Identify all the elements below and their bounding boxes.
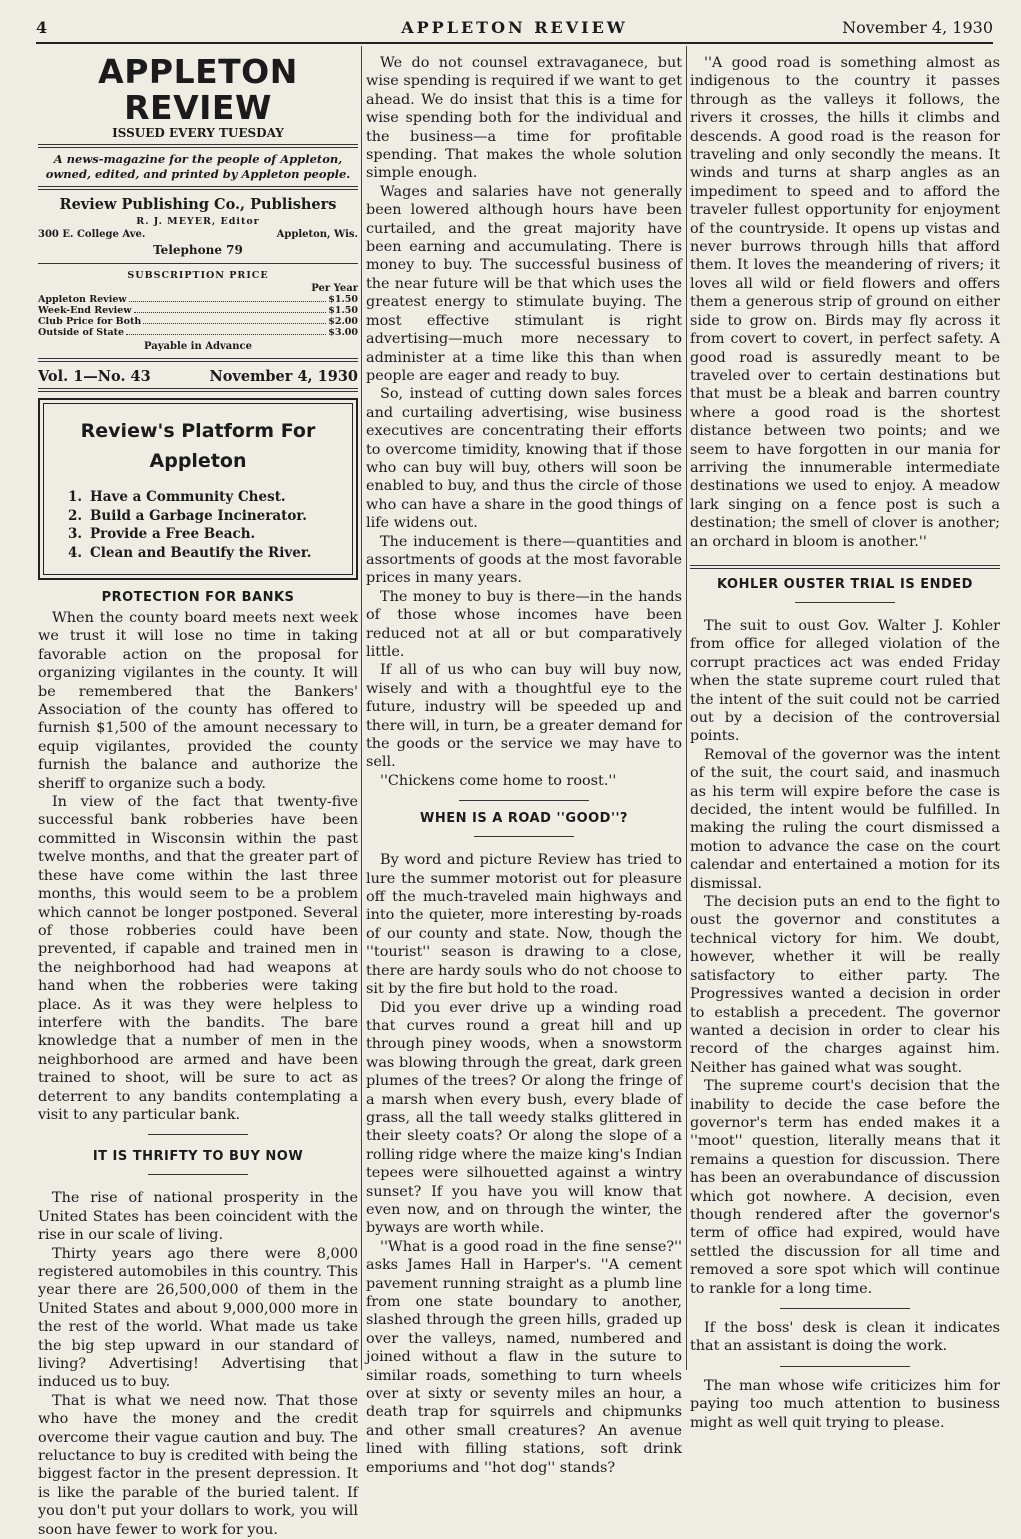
article-heading: IT IS THRIFTY TO BUY NOW bbox=[92, 1149, 304, 1165]
platform-item: 2. Build a Garbage Incinerator. bbox=[68, 507, 307, 524]
article-paragraph: Did you ever drive up a winding road that curves round a great hill and up through piney woods, when a snowstorm was blowing through the great, dark green plumes of the trees? Or along the fringe of a marsh when every bush, every blade of grass, all the tall weedy stalks glittered in their sleety coats? Or along the slope of a rolling ridge where the maize king's Indian tepees were silhouetted against a wintry sunset? If you have you will know that even now, and on through the winter, the byways are worth while. bbox=[366, 999, 682, 1237]
column-rule bbox=[361, 46, 362, 1370]
article-heading: PROTECTION FOR BANKS bbox=[101, 590, 295, 605]
article-paragraph: If all of us who can buy will buy now, wisely and with a thoughtful eye to the future, industry will be speeded up and there will, in turn, be a greater demand for the goods or the service we may have to sell. bbox=[366, 662, 682, 771]
article-separator bbox=[459, 800, 589, 801]
divider bbox=[38, 388, 358, 392]
issue-date: November 4, 1930 bbox=[209, 368, 358, 385]
city: Appleton, Wis. bbox=[276, 229, 358, 240]
article-paragraph: ''What is a good road in the fine sense?'' asks James Hall in Harper's. ''A cement pavement running straight as a plumb line from one state boundary to another, slashed through the green hills, graded up over the valleys, named, numbered and joined without a flaw in the suture to similar roads, something to turn wheels over at sixty or seventy miles an hour, a death trap for squirrels and chipmunks and other small creatures? An avenue lined with filling stations, soft drink emporiums and ''hot dog'' stands? bbox=[366, 1238, 682, 1476]
article-separator bbox=[148, 1174, 248, 1175]
running-title: APPLETON REVIEW bbox=[401, 18, 628, 37]
article-separator bbox=[795, 602, 895, 603]
article-paragraph: Thirty years ago there were 8,000 registered automobiles in this country. This year there are 26,500,000 of them in the United States and about 9,000,000 more in the rest of the world. What made us take the big step upward in our standard of living? Advertising! Advertising that induced us to buy. bbox=[38, 1245, 358, 1391]
editor: R. J. MEYER, Editor bbox=[136, 216, 260, 227]
filler-paragraph: If the boss' desk is clean it indicates that an assistant is doing the work. bbox=[690, 1320, 1000, 1355]
article-paragraph: ''A good road is something almost as indigenous to the country it passes through as the valleys it follows, the rivers it crosses, the hills it climbs and descends. A good road is the reason for traveling and only secondly the means. It winds and turns at sharp angles as an impediment to speed and to afford the traveler fullest opportunity for enjoyment of the countryside. It opens up vistas and never burrows through hills that afford them. It loves the meandering of rivers; it loves all wild or field flowers and offers them a generous strip of ground on either side to grow on. Birds may fly across it from covert to covert, in perfect safety. A good road is assuredly meant to be traveled over to certain destinations but that must be a bleak and barren country where a good road is the shortest distance between two points; and we seem to have forgotten in our mania for arriving the innumerable intermediate destinations we used to enjoy. A meadow lark singing on a fence post is such a destination; the smell of clover is another; an orchard in bloom is another.'' bbox=[690, 55, 1000, 550]
price-row: Outside of State $3.00 bbox=[38, 327, 358, 338]
article-separator bbox=[780, 1366, 910, 1367]
platform-list bbox=[58, 488, 338, 562]
platform-item: 1. Have a Community Chest. bbox=[68, 489, 286, 505]
masthead-title: APPLETON REVIEW bbox=[98, 52, 298, 127]
divider bbox=[38, 263, 358, 264]
column-rule bbox=[686, 46, 687, 1370]
column-3 bbox=[690, 54, 1000, 1431]
article-paragraph: So, instead of cutting down sales forces and curtailing advertising, wise business executives are concentrating their efforts to overcome timidity, knowing that if those who can buy will buy, others will soon be enabled to buy, and thus the circle of those who can have a share in the good things of life widens out. bbox=[366, 386, 682, 532]
price-row: Week-End Review $1.50 bbox=[38, 305, 358, 316]
article-paragraph: In view of the fact that twenty-five successful bank robberies have been committed in Wisconsin within the past twelve months, and that the greater part of these have come within the last three months, this would seem to be a problem which cannot be longer postponed. Several of those robberies could have been prevented, if capable and trained men in the neighborhood had had weapons at hand when the robberies were taking place. As it was they were helpless to interfere with the bandits. The bare knowledge that a number of men in the neighborhood are armed and have been trained to shoot, will be sure to act as deterrent to any bandits contemplating a visit to any particular bank. bbox=[38, 794, 358, 1123]
masthead-issued: ISSUED EVERY TUESDAY bbox=[112, 126, 284, 140]
article-paragraph: Removal of the governor was the intent of the suit, the court said, and inasmuch as his term will expire before the case is decided, the intent would be fulfilled. In making the ruling the court dismissed a motion to advance the case on the court calendar and entertained a motion for its dismissal. bbox=[690, 746, 1000, 892]
divider bbox=[38, 358, 358, 362]
divider bbox=[690, 565, 1000, 569]
platform-item: 3. Provide a Free Beach. bbox=[68, 526, 256, 542]
article-paragraph: The decision puts an end to the fight to oust the governor and constitutes a technical victory for him. We doubt, however, whether it will be really satisfactory to either party. The Progressives wanted a decision in order to establish a precedent. The governor wanted a decision in order to clear his record of the charges against him. Neither has gained what was sought. bbox=[690, 894, 1000, 1076]
platform-box bbox=[38, 398, 358, 580]
divider bbox=[38, 186, 358, 190]
article-paragraph: The suit to oust Gov. Walter J. Kohler from office for alleged violation of the corrupt practices act was ended Friday when the state supreme court ruled that the intent of the suit could not be carried out by a decision of the controversial points. bbox=[690, 617, 1000, 745]
per-year-label: Per Year bbox=[311, 283, 358, 294]
running-head bbox=[36, 18, 993, 42]
running-date: November 4, 1930 bbox=[842, 18, 993, 37]
article-heading: KOHLER OUSTER TRIAL IS ENDED bbox=[717, 576, 973, 592]
telephone: Telephone 79 bbox=[153, 243, 243, 257]
platform-item: 4. Clean and Beautify the River. bbox=[68, 544, 312, 561]
article-paragraph: We do not counsel extravaganece, but wise spending is required if we want to get ahead. We do insist that this is a time for wise spending both for the individual and the business—a time for profitable spending. That makes the whole solution simple enough. bbox=[366, 55, 682, 182]
divider bbox=[38, 144, 358, 148]
article-separator bbox=[780, 1308, 910, 1309]
filler-paragraph: The man whose wife criticizes him for paying too much attention to business might as well quit trying to please. bbox=[690, 1377, 1000, 1431]
column-2 bbox=[366, 54, 682, 1476]
subscription-heading: SUBSCRIPTION PRICE bbox=[127, 270, 269, 281]
column-1 bbox=[38, 50, 358, 1538]
price-row: Appleton Review $1.50 bbox=[38, 294, 358, 305]
article-paragraph: That is what we need now. That those who have the money and the credit overcome their vague caution and buy. The reluctance to buy is credited with being the biggest factor in the present depression. It is like the parable of the buried talent. If you don't put your dollars to work, you will soon have fewer to work for you. bbox=[38, 1392, 358, 1538]
platform-title: Review's Platform For Appleton bbox=[80, 420, 316, 472]
masthead-motto: A news-magazine for the people of Appleton, owned, edited, and printed by Appleton people. bbox=[45, 152, 351, 181]
volume-row bbox=[38, 368, 358, 385]
price-row: Club Price for Both $2.00 bbox=[38, 316, 358, 327]
article-paragraph: The rise of national prosperity in the United States has been coincident with the rise in our scale of living. bbox=[38, 1190, 358, 1244]
publisher: Review Publishing Co., Publishers bbox=[59, 196, 337, 213]
article-paragraph: Wages and salaries have not generally been lowered although hours have been curtailed, and the great majority have been earning and accumulating. There is money to buy. The successful business of the near future will be that which uses the greatest energy to stimulate buying. The most effective stimulant is right advertising—much more necessary to administer at a time like this than when people are eager and ready to buy. bbox=[366, 183, 682, 384]
address-row bbox=[38, 229, 358, 240]
article-paragraph: The money to buy is there—in the hands of those whose incomes have been reduced not at all or but comparatively little. bbox=[366, 588, 682, 660]
payable-note: Payable in Advance bbox=[144, 341, 252, 352]
header-rule bbox=[36, 42, 993, 44]
article-separator bbox=[148, 1134, 248, 1135]
article-paragraph: By word and picture Review has tried to lure the summer motorist out for pleasure off the much-traveled main highways and into the quieter, more interesting by-roads of our county and state. Now, though the ''tourist'' season is drawing to a close, there are hardy souls who do not choose to sit by the fire but hold to the road. bbox=[366, 852, 682, 998]
article-paragraph: The supreme court's decision that the inability to decide the case before the governor's term has ended makes it a ''moot'' question, literally means that it remains a question for discussion. There has been an overabundance of discussion which got nowhere. A decision, even though rendered after the governor's term of office had expired, would have settled the discussion for all time and removed a sore spot which will continue to rankle for a long time. bbox=[690, 1078, 1000, 1297]
volume-number: Vol. 1—No. 43 bbox=[38, 368, 151, 385]
article-paragraph: When the county board meets next week we trust it will lose no time in taking favorable action on the proposal for organizing vigilantes in the county. It will be remembered that the Bankers' Association of the county has offered to furnish $1,500 of the amount necessary to equip vigilantes, provided the county furnish the balance and authorize the sheriff to organize such a body. bbox=[38, 610, 358, 792]
street-address: 300 E. College Ave. bbox=[38, 229, 146, 240]
article-separator bbox=[474, 836, 574, 837]
article-paragraph: ''Chickens come home to roost.'' bbox=[380, 772, 617, 789]
page-number: 4 bbox=[36, 18, 48, 37]
article-heading: WHEN IS A ROAD ''GOOD''? bbox=[420, 811, 628, 827]
article-paragraph: The inducement is there—quantities and assortments of goods at the most favorable prices in many years. bbox=[366, 533, 682, 587]
